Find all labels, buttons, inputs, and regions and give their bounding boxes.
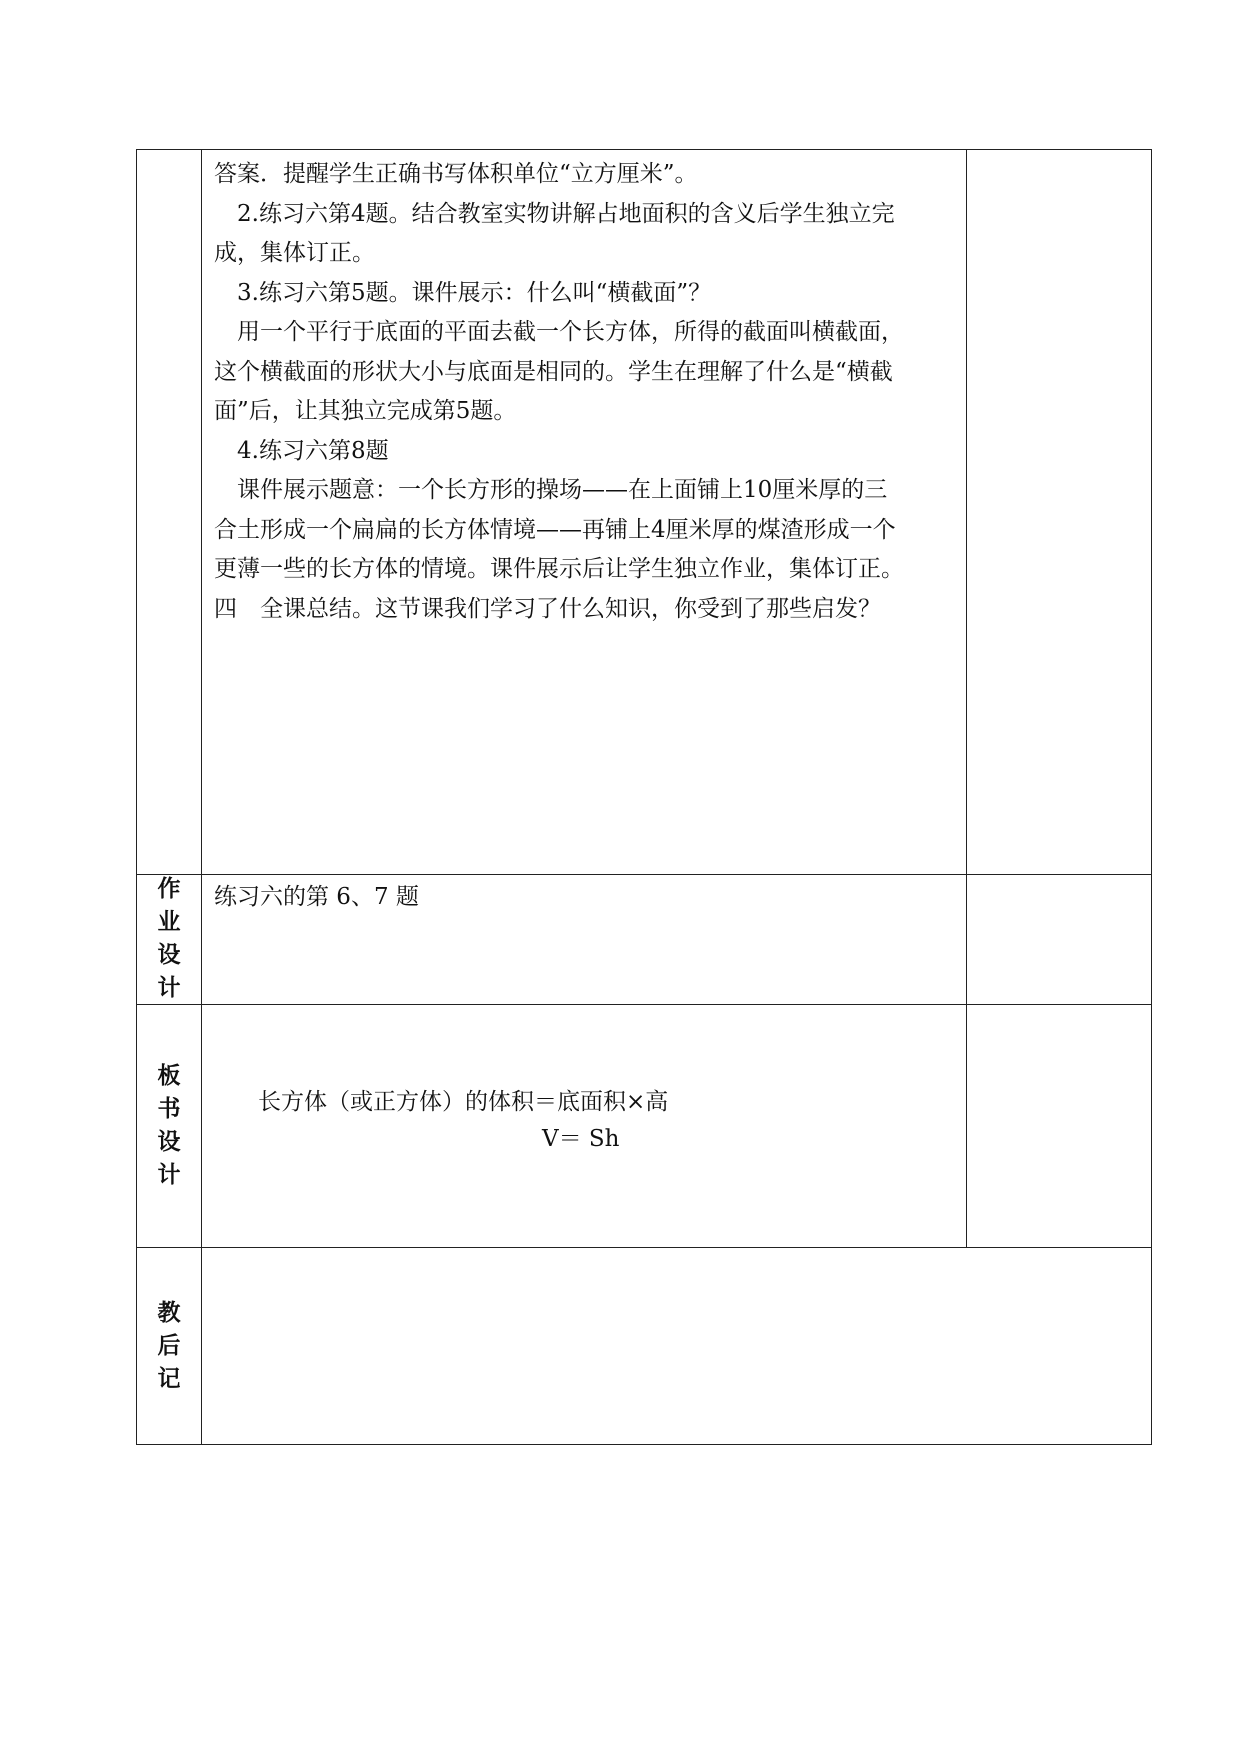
process-line: 4.练习六第8题 xyxy=(214,438,389,464)
board-formula-words: 长方体（或正方体）的体积＝底面积×高 xyxy=(258,1089,669,1115)
process-line: 答案．提醒学生正确书写体积单位“立方厘米”。 xyxy=(214,161,698,187)
board-label-char: 书 xyxy=(157,1095,181,1122)
process-line: 3.练习六第5题。课件展示：什么叫“横截面”？ xyxy=(214,280,712,306)
row-divider-homework xyxy=(136,874,1152,875)
table-divider-notes-column xyxy=(966,149,967,1247)
process-line: 2.练习六第4题。结合教室实物讲解占地面积的含义后学生独立完 xyxy=(214,201,895,227)
board-label xyxy=(136,1004,202,1247)
reflection-label-char: 教 xyxy=(157,1299,181,1326)
board-label-char: 板 xyxy=(157,1062,181,1089)
process-line: 成，集体订正。 xyxy=(214,240,375,266)
homework-label-char: 作 xyxy=(157,876,181,902)
homework-label xyxy=(136,874,202,1004)
process-line: 这个横截面的形状大小与底面是相同的。学生在理解了什么是“横截 xyxy=(214,359,893,385)
reflection-label-char: 后 xyxy=(157,1332,181,1359)
row-divider-reflection xyxy=(136,1247,1152,1248)
board-formula-symbols: V＝ Sh xyxy=(542,1126,620,1152)
process-line: 用一个平行于底面的平面去截一个长方体，所得的截面叫横截面， xyxy=(214,319,904,345)
process-line: 更薄一些的长方体的情境。课件展示后让学生独立作业，集体订正。 xyxy=(214,556,904,582)
homework-content: 练习六的第 6、7 题 xyxy=(214,884,419,910)
reflection-label-char: 记 xyxy=(157,1365,181,1392)
process-line: 课件展示题意：一个长方形的操场——在上面铺上10厘米厚的三 xyxy=(214,477,888,503)
process-line: 合土形成一个扁扁的长方体情境——再铺上4厘米厚的煤渣形成一个 xyxy=(214,517,896,543)
homework-label-char: 计 xyxy=(157,975,181,1001)
homework-label-char: 设 xyxy=(157,942,181,968)
reflection-label xyxy=(136,1247,202,1445)
process-line: 面”后，让其独立完成第5题。 xyxy=(214,398,517,424)
homework-label-char: 业 xyxy=(157,909,181,935)
process-line: 四 全课总结。这节课我们学习了什么知识，你受到了那些启发？ xyxy=(214,596,881,622)
board-label-char: 设 xyxy=(157,1128,181,1155)
board-label-char: 计 xyxy=(157,1161,181,1188)
row-divider-board xyxy=(136,1004,1152,1005)
